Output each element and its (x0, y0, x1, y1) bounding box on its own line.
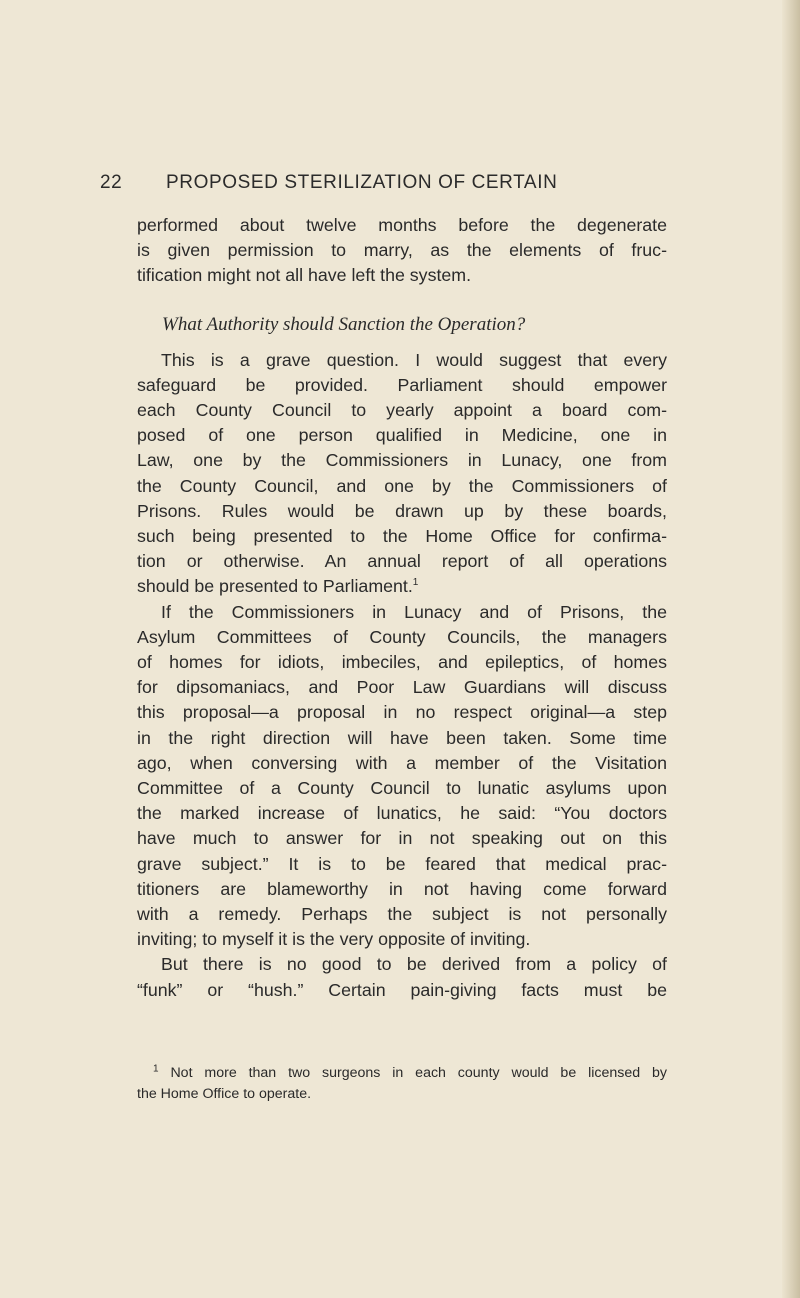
page-edge-shadow (782, 0, 800, 1298)
text-line: safeguard be provided. Parliament should empower (137, 374, 667, 395)
text-line: with a remedy. Perhaps the subject is not personally (137, 904, 667, 925)
text-line: for dipsomaniacs, and Poor Law Guardians will discuss (137, 677, 667, 698)
text-line: inviting; to myself it is the very opposite of inviting. (137, 929, 531, 950)
text-line: each County Council to yearly appoint a board com- (137, 400, 667, 421)
text-line: ago, when conversing with a member of the Visitation (137, 752, 667, 773)
text-line: should be presented to Parliament. (137, 576, 413, 597)
text-line: Asylum Committees of County Councils, the managers (137, 626, 667, 647)
text-line: have much to answer for in not speaking out on this (137, 828, 667, 849)
footnote-line: the Home Office to operate. (137, 1086, 312, 1102)
paragraph (137, 348, 667, 600)
text-line: performed about twelve months before the degenerate (137, 215, 667, 235)
text-line: the County Council, and one by the Commissioners of (137, 475, 667, 496)
text-line: “funk” or “hush.” Certain pain-giving facts must be (137, 979, 667, 1000)
text-line: such being presented to the Home Office for confirma- (137, 526, 667, 547)
running-title: PROPOSED STERILIZATION OF CERTAIN (166, 172, 558, 193)
footnote-marker[interactable]: 1 (412, 577, 419, 589)
body-text (137, 213, 667, 1003)
footnote-text: Not more than two surgeons in each county would be licensed by (170, 1065, 667, 1081)
text-line: titioners are blameworthy in not having come forward (137, 878, 667, 899)
footnote-line (137, 1063, 667, 1084)
text-line: grave subject.” It is to be feared that medical prac- (137, 853, 667, 874)
text-line: this proposal—a proposal in no respect original—a step (137, 702, 667, 723)
text-line: This is a grave question. I would suggest that every (161, 349, 667, 370)
section-heading: What Authority should Sanction the Operation? (162, 313, 526, 335)
text-line-with-footnote (137, 574, 667, 599)
footnote-number: 1 (153, 1063, 159, 1075)
footnotes (137, 1063, 667, 1105)
text-line: If the Commissioners in Lunacy and of Prisons, the (161, 601, 667, 622)
text-line: the marked increase of lunatics, he said: “You doctors (137, 803, 667, 824)
running-head (100, 172, 700, 198)
paragraph-continued (137, 213, 667, 289)
text-line: in the right direction will have been taken. Some time (137, 727, 667, 748)
text-line: is given permission to marry, as the elements of fruc- (137, 240, 667, 261)
paragraph (137, 952, 667, 1002)
text-line: tification might not all have left the system. (137, 265, 472, 286)
text-line: Prisons. Rules would be drawn up by these boards, (137, 500, 667, 521)
text-line: of homes for idiots, imbeciles, and epileptics, of homes (137, 652, 667, 673)
page-number: 22 (100, 172, 123, 193)
text-line: Law, one by the Commissioners in Lunacy, one from (137, 450, 667, 471)
text-line: posed of one person qualified in Medicine, one in (137, 425, 667, 446)
paragraph (137, 600, 667, 953)
text-line: But there is no good to be derived from a policy of (161, 954, 667, 975)
text-line: Committee of a County Council to lunatic asylums upon (137, 778, 667, 799)
text-line: tion or otherwise. An annual report of all operations (137, 551, 667, 572)
